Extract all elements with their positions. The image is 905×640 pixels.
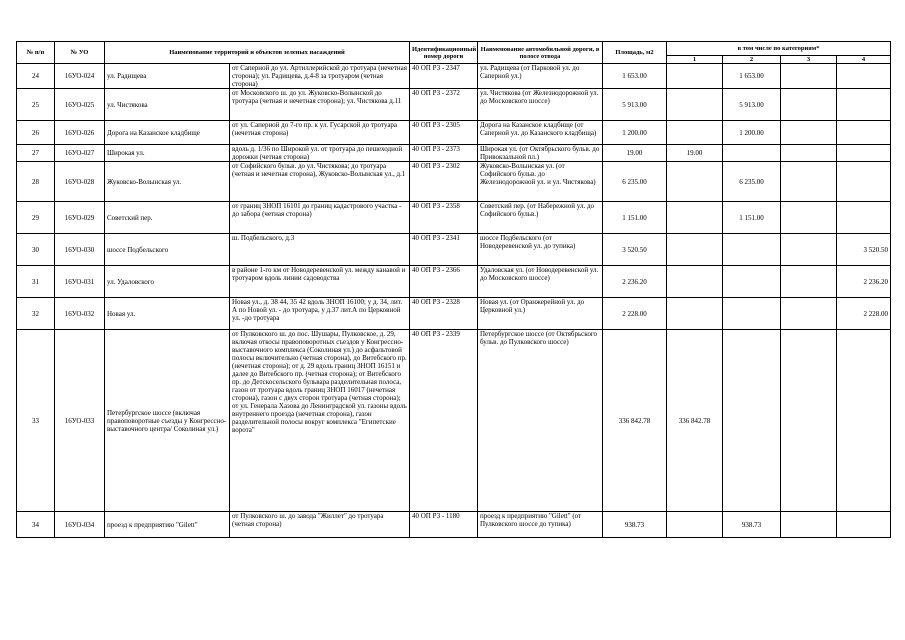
row-name: проезд к предприятию "Gilett"	[105, 512, 230, 538]
header-name: Наименование территорий и объектов зеленых насаждений	[105, 42, 410, 64]
row-ident: 40 ОП РЗ - 2373	[410, 145, 478, 162]
row-cat-1	[667, 64, 723, 89]
header-categories: в том числе по категориям*	[667, 42, 891, 56]
row-cat-3	[781, 298, 837, 330]
row-description: в районе 1-го км от Новодеревенской ул. между канавой и тротуаром вдоль линии садоводства	[230, 266, 410, 298]
row-name: Советский пер.	[105, 202, 230, 234]
row-cat-4: 2 228.00	[837, 298, 891, 330]
row-road: ул. Радищева (от Парковой ул. до Саперной ул.)	[478, 64, 603, 89]
row-description: от ул. Саперной до 7-го пр. к ул. Гусарской до тротуара (нечетная сторона)	[230, 121, 410, 145]
row-code: 16УО-029	[55, 202, 105, 234]
row-num: 30	[17, 234, 55, 266]
row-name: Дорога на Казанское кладбище	[105, 121, 230, 145]
row-ident: 40 ОП РЗ - 2339	[410, 330, 478, 512]
row-cat-1	[667, 162, 723, 202]
row-num: 27	[17, 145, 55, 162]
table-row	[17, 330, 891, 512]
row-area: 3 520.50	[603, 234, 667, 266]
row-area: 5 913.00	[603, 89, 667, 121]
row-cat-4	[837, 512, 891, 538]
row-cat-3	[781, 145, 837, 162]
row-cat-3	[781, 89, 837, 121]
row-cat-3	[781, 330, 837, 512]
row-cat-4: 2 236.20	[837, 266, 891, 298]
table-row	[17, 121, 891, 145]
row-name: ул. Радищева	[105, 64, 230, 89]
row-cat-4	[837, 162, 891, 202]
row-code: 16УО-030	[55, 234, 105, 266]
green-spaces-table	[16, 41, 891, 538]
row-area: 938.73	[603, 512, 667, 538]
header-cat-2: 2	[723, 56, 781, 64]
table-row	[17, 234, 891, 266]
row-road: Петербургское шоссе (от Октябрьского бульв. до Пулковского шоссе)	[478, 330, 603, 512]
row-ident: 40 ОП РЗ - 2341	[410, 234, 478, 266]
row-cat-2	[723, 298, 781, 330]
row-road: ул. Чистякова (от Железнодорожной ул. до Московского шоссе)	[478, 89, 603, 121]
row-ident: 40 ОП РЗ - 1180	[410, 512, 478, 538]
row-num: 32	[17, 298, 55, 330]
row-description: от Московского ш. до ул. Жуковско-Волынской до тротуара (четная и нечетная сторона); ул. Чистякова д.11	[230, 89, 410, 121]
row-cat-4	[837, 89, 891, 121]
row-road: Советский пер. (от Набережной ул. до Софийского бульв.)	[478, 202, 603, 234]
row-cat-4	[837, 145, 891, 162]
row-cat-3	[781, 202, 837, 234]
row-cat-2: 1 151.00	[723, 202, 781, 234]
row-cat-1: 19.00	[667, 145, 723, 162]
row-area: 2 228.00	[603, 298, 667, 330]
row-code: 16УО-032	[55, 298, 105, 330]
row-name: ул. Удаловского	[105, 266, 230, 298]
header-ident: Идентификационный номер дороги	[410, 42, 478, 64]
row-num: 28	[17, 162, 55, 202]
table-row	[17, 64, 891, 89]
row-cat-1	[667, 202, 723, 234]
row-code: 16УО-024	[55, 64, 105, 89]
row-area: 336 842.78	[603, 330, 667, 512]
row-cat-1	[667, 89, 723, 121]
row-ident: 40 ОП РЗ - 2366	[410, 266, 478, 298]
row-area: 1 200.00	[603, 121, 667, 145]
row-cat-4: 3 520.50	[837, 234, 891, 266]
row-cat-2: 1 653.00	[723, 64, 781, 89]
row-num: 25	[17, 89, 55, 121]
row-description: вдоль д. 1/36 по Широкой ул. от тротуара до пешеходной дорожки (четная сторона)	[230, 145, 410, 162]
table-row	[17, 202, 891, 234]
row-cat-3	[781, 512, 837, 538]
row-code: 16УО-026	[55, 121, 105, 145]
row-description: от Саперной до ул. Артиллерийской до тротуара (нечетная сторона); ул. Радищева, д.4-8 за тротуаром (четная сторона)	[230, 64, 410, 89]
row-code: 16УО-031	[55, 266, 105, 298]
row-ident: 40 ОП РЗ - 2305	[410, 121, 478, 145]
row-code: 16УО-033	[55, 330, 105, 512]
row-num: 33	[17, 330, 55, 512]
row-cat-4	[837, 121, 891, 145]
table-row	[17, 89, 891, 121]
row-code: 16УО-025	[55, 89, 105, 121]
row-cat-1	[667, 266, 723, 298]
header-code: № УО	[55, 42, 105, 64]
row-cat-2: 6 235.00	[723, 162, 781, 202]
row-area: 1 653.00	[603, 64, 667, 89]
row-num: 29	[17, 202, 55, 234]
row-road: Широкая ул. (от Октябрьского бульв. до Привокзальной пл.)	[478, 145, 603, 162]
row-code: 16УО-027	[55, 145, 105, 162]
row-ident: 40 ОП РЗ - 2358	[410, 202, 478, 234]
row-cat-2: 938.73	[723, 512, 781, 538]
row-ident: 40 ОП РЗ - 2372	[410, 89, 478, 121]
row-cat-3	[781, 162, 837, 202]
row-description: от границ ЗНОП 16101 до границ кадастрового участка - до забора (четная сторона)	[230, 202, 410, 234]
row-cat-2	[723, 266, 781, 298]
row-description: ш. Подбельского, д.3	[230, 234, 410, 266]
row-cat-2: 5 913.00	[723, 89, 781, 121]
row-name: Широкая ул.	[105, 145, 230, 162]
row-cat-3	[781, 121, 837, 145]
row-name: Жуковско-Волынская ул.	[105, 162, 230, 202]
row-cat-1	[667, 298, 723, 330]
header-num: № п/п	[17, 42, 55, 64]
row-cat-3	[781, 64, 837, 89]
row-cat-2	[723, 145, 781, 162]
row-name: Новая ул.	[105, 298, 230, 330]
row-road: Новая ул. (от Оранжерейной ул. до Церковной ул.)	[478, 298, 603, 330]
table-row	[17, 162, 891, 202]
row-area: 19.00	[603, 145, 667, 162]
header-area: Площадь, м2	[603, 42, 667, 64]
row-area: 1 151.00	[603, 202, 667, 234]
row-ident: 40 ОП РЗ - 2302	[410, 162, 478, 202]
header-road: Наименование автомобильной дороги, в полосе отвода	[478, 42, 603, 64]
row-cat-2	[723, 330, 781, 512]
row-road: шоссе Подбельского (от Новодеревенской ул. до тупика)	[478, 234, 603, 266]
row-area: 6 235.00	[603, 162, 667, 202]
row-road: проезд к предприятию "Gilett" (от Пулковского шоссе до тупика)	[478, 512, 603, 538]
table-row	[17, 266, 891, 298]
row-area: 2 236.20	[603, 266, 667, 298]
row-cat-1	[667, 234, 723, 266]
row-description: от Пулковского ш. до пос. Шушары, Пулковское, д. 29, включая откосы правоповоротных съездов у Конгрессно-выставочного комплекса (Соколиная ул.) до асфальтовой полосы включительно (четная сторона), до Витебского пр. (нечетная сторона); от д. 29 вдоль границ ЗНОП 16151 и далее до Витебского пр. (четная сторона); от Витебского пр. до Детскосельского бульвара разделительная полоса, газон от тротуара вдоль границ ЗНОП 16017 (нечетная сторона), газон с двух сторон тротуара (четная сторона); от ул. Генерала Хазова до Ленинградской ул. газоны вдоль внутреннего проезда (нечетная сторона), газон разделительной полосы вокруг комплекса "Египетские ворота"	[230, 330, 410, 512]
header-cat-3: 3	[781, 56, 837, 64]
row-description: от Софийского бульв. до ул. Чистякова; до тротуара (четная и нечетная сторона), Жуковско-Волынская ул., д.1	[230, 162, 410, 202]
header-cat-1: 1	[667, 56, 723, 64]
row-cat-4	[837, 330, 891, 512]
header-cat-4: 4	[837, 56, 891, 64]
row-ident: 40 ОП РЗ - 2347	[410, 64, 478, 89]
row-road: Удаловская ул. (от Новодеревенской ул. до Московского шоссе)	[478, 266, 603, 298]
row-code: 16УО-028	[55, 162, 105, 202]
row-ident: 40 ОП РЗ - 2328	[410, 298, 478, 330]
row-cat-1: 336 842.78	[667, 330, 723, 512]
row-cat-1	[667, 121, 723, 145]
row-description: Новая ул., д. 38 44, 35 42 вдоль ЗНОП 16100; у д. 34, лит. А по Новой ул. - до тротуара, у д.37 лит.А по Церковной ул. -до тротуара	[230, 298, 410, 330]
row-name: ул. Чистякова	[105, 89, 230, 121]
table-row	[17, 298, 891, 330]
row-cat-2	[723, 234, 781, 266]
row-cat-1	[667, 512, 723, 538]
row-cat-3	[781, 234, 837, 266]
row-name: Петербургское шоссе (включая правоповоротные съезды у Конгрессно-выставочного центра/ Соколиная ул.)	[105, 330, 230, 512]
row-name: шоссе Подбельского	[105, 234, 230, 266]
table-row	[17, 512, 891, 538]
row-code: 16УО-034	[55, 512, 105, 538]
row-cat-4	[837, 64, 891, 89]
row-num: 24	[17, 64, 55, 89]
row-num: 26	[17, 121, 55, 145]
row-description: от Пулковского ш. до завода "Жиллет" до тротуара (четная сторона)	[230, 512, 410, 538]
row-num: 34	[17, 512, 55, 538]
row-cat-2: 1 200.00	[723, 121, 781, 145]
table-row	[17, 145, 891, 162]
row-cat-4	[837, 202, 891, 234]
row-road: Дорога на Казанское кладбище (от Саперной ул. до Казанского кладбища)	[478, 121, 603, 145]
row-road: Жуковско-Волынская ул. (от Софийского бульв. до Железнодорожной ул. и ул. Чистякова)	[478, 162, 603, 202]
row-cat-3	[781, 266, 837, 298]
row-num: 31	[17, 266, 55, 298]
